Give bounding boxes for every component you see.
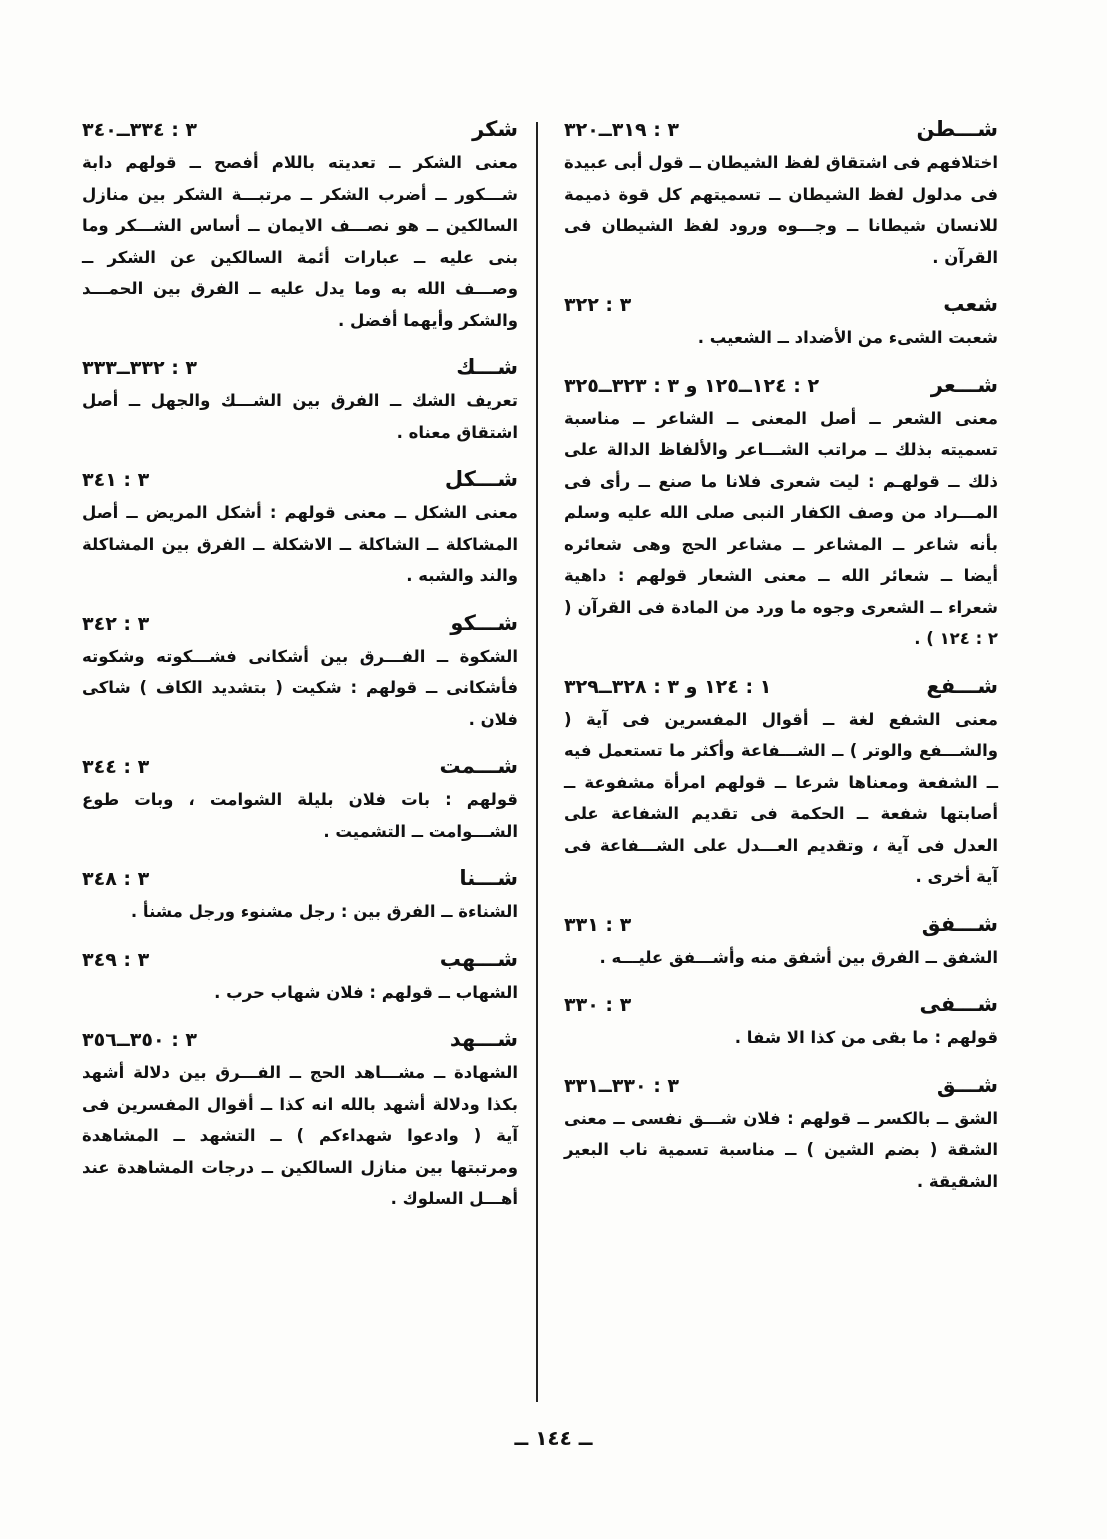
entry-reference: ١ : ١٢٤ و ٣ : ٣٢٨ــ٣٢٩: [564, 675, 772, 698]
entry-text: الشكوة ــ الفـــرق بين أشكانى فشـــكوته وشكوته فأشكانى ــ قولهم : شكيت ( بتشديد الكاف ) شاكى فلان .: [82, 646, 518, 729]
column-divider: [536, 122, 538, 1402]
entry-text: اختلافهم فى اشتقاق لفظ الشيطان ــ قول أبى عبيدة فى مدلول لفظ الشيطان ــ تسميتهم كل قوة ذميمة للانسان شيطانا ــ وجـــوه ورود لفظ الشيطان فى القرآن .: [564, 153, 998, 267]
entry: [82, 1022, 518, 1215]
entry: [82, 350, 518, 448]
entry-reference: ٣ : ٣٢٢: [564, 294, 632, 316]
entry-reference: ٣ : ٣٤٢: [82, 612, 150, 635]
right-column: [564, 112, 998, 1211]
entry-reference: ٣ : ٣٥٠ــ٣٥٦: [82, 1029, 198, 1051]
entry-headword: شـــهد: [449, 1027, 518, 1051]
page-number: ــ ١٤٤ ــ: [514, 1426, 593, 1450]
entry: [564, 987, 998, 1054]
entry-text: قولهم : ما بقى من كذا الا شفا .: [734, 1028, 998, 1047]
entry-reference: ٣ : ٣٣١: [564, 913, 632, 936]
entry-text: الشق ــ بالكسر ــ قولهم : فلان شـــق نفسى ــ معنى الشقة ( بضم الشين ) ــ مناسبة تسمية ناب البعير الشقيقة .: [564, 1108, 998, 1191]
entry: [82, 112, 518, 336]
entry-reference: ٣ : ٣٤٩: [82, 948, 150, 971]
entry-text: الشفق ــ الفرق بين أشفق منه وأشـــفق عليـــه .: [599, 947, 998, 967]
entry-headword: شـــك: [456, 355, 518, 379]
entry: [564, 368, 998, 655]
entry: [82, 942, 518, 1009]
entry-headword: شـــعر: [930, 372, 998, 397]
entry-text: تعريف الشك ــ الفرق بين الشـــك والجهل ــ أصل اشتقاق معناه .: [82, 391, 518, 442]
entry-reference: ٣ : ٣٣٠ــ٣٣١: [564, 1074, 680, 1097]
entry-text: الشهادة ــ مشـــاهد الحج ــ الفـــرق بين دلالة أشهد بكذا ودلالة أشهد بالله انه كذا ــ أقوال المفسرين فى آية ( وادعوا شهداءكم ) ــ التشهد ــ المشاهدة ومرتبتها بين منازل السالكين ــ درجات المشاهدة عند أهـــل السلوك .: [82, 1063, 518, 1208]
entry-text: الشناءة ــ الفرق بين : رجل مشنوء ورجل مشنأ .: [130, 902, 518, 921]
entry: [82, 861, 518, 928]
entry-reference: ٣ : ٣٣٤ــ٣٤٠: [82, 119, 198, 141]
entry: [564, 669, 998, 893]
entry-reference: ٣ : ٣٤١: [82, 469, 150, 491]
entry-headword: شـــنا: [459, 866, 518, 890]
entry: [82, 749, 518, 847]
entry: [82, 462, 518, 592]
entry-text: معنى الشفع لغة ــ أقوال المفسرين فى آية ( والشـــفع والوتر ) ــ الشـــفاعة وأكثر ما تستعمل فيه ــ الشفعة ومعناها شرعا ــ قولهم امرأة مشفوعة ــ أصابتها شفعة ــ الحكمة فى تقديم الشفاعة على العدل فى آية ، وتقديم العـــدل على الشـــفاعة فى آية أخرى .: [564, 709, 998, 886]
entry-text: الشهاب ــ قولهم : فلان شهاب حرب .: [214, 982, 518, 1002]
entry-headword: شـــفق: [921, 911, 998, 936]
entry: [564, 287, 998, 354]
entry-headword: شـــق: [936, 1072, 998, 1097]
entry-reference: ٢ : ١٢٤ــ١٢٥ و ٣ : ٣٢٣ــ٣٢٥: [564, 374, 820, 397]
entry-text: شعبت الشىء من الأضداد ــ الشعيب .: [697, 328, 998, 347]
entry-headword: شـــمت: [439, 754, 518, 778]
entry-headword: شـــهب: [439, 946, 518, 971]
entry-headword: شـــطن: [916, 117, 998, 141]
entry-headword: شـــكو: [450, 610, 518, 635]
entry-headword: شـــكل: [444, 467, 518, 491]
entry-reference: ٣ : ٣٤٨: [82, 868, 150, 890]
entry-text: معنى الشعر ــ أصل المعنى ــ الشاعر ــ مناسبة تسميته بذلك ــ مراتب الشـــاعر والألفاظ الدالة على ذلك ــ قولهـم : ليت شعرى فلانا ما صنع ــ رأى فى المـــراد من وصف الكفار النبى صلى الله عليه وسلم بأنه شاعر ــ المشاعر ــ مشاعر الحج وهى شعائره أيضا ــ شعائر الله ــ معنى الشعار قولهم : داهية شعراء ــ الشعرى وجوه ما ورد من المادة فى القرآن ( ٢ : ١٢٤ ) .: [564, 408, 998, 648]
entry-reference: ٣ : ٣٤٤: [82, 756, 150, 778]
entry-text: معنى الشكر ــ تعديته باللام أفصح ــ قولهم دابة شـــكور ــ أضرب الشكر ــ مرتبـــة الشكر بين منازل السالكين ــ هو نصـــف الايمان ــ أساس الشـــكر وما بنى عليه ــ عبارات أئمة السالكين عن الشكر ــ وصـــف الله به وما يدل عليه ــ الفرق بين الحمـــد والشكر وأيهما أفضل .: [82, 153, 518, 330]
entry-headword: شكر: [472, 117, 518, 141]
entry-reference: ٣ : ٣٣٢ــ٣٣٣: [82, 357, 198, 379]
entry-headword: شـــفى: [919, 992, 998, 1016]
entry: [564, 112, 998, 273]
entry-text: معنى الشكل ــ معنى قولهم : أشكل المريض ــ أصل المشاكلة ــ الشاكلة ــ الاشكلة ــ الفرق بين المشاكلة والند والشبه .: [82, 503, 518, 585]
left-column: [82, 112, 518, 1229]
entry-text: قولهم : بات فلان بليلة الشوامت ، وبات طوع الشـــوامت ــ التشميت .: [82, 790, 518, 841]
entry-headword: شعب: [943, 292, 998, 316]
entry: [82, 606, 518, 736]
entry: [564, 1068, 998, 1198]
entry-reference: ٣ : ٣٣٠: [564, 994, 632, 1016]
entry-reference: ٣ : ٣١٩ــ٣٢٠: [564, 119, 680, 141]
entry: [564, 907, 998, 974]
entry-headword: شـــفع: [926, 673, 998, 698]
